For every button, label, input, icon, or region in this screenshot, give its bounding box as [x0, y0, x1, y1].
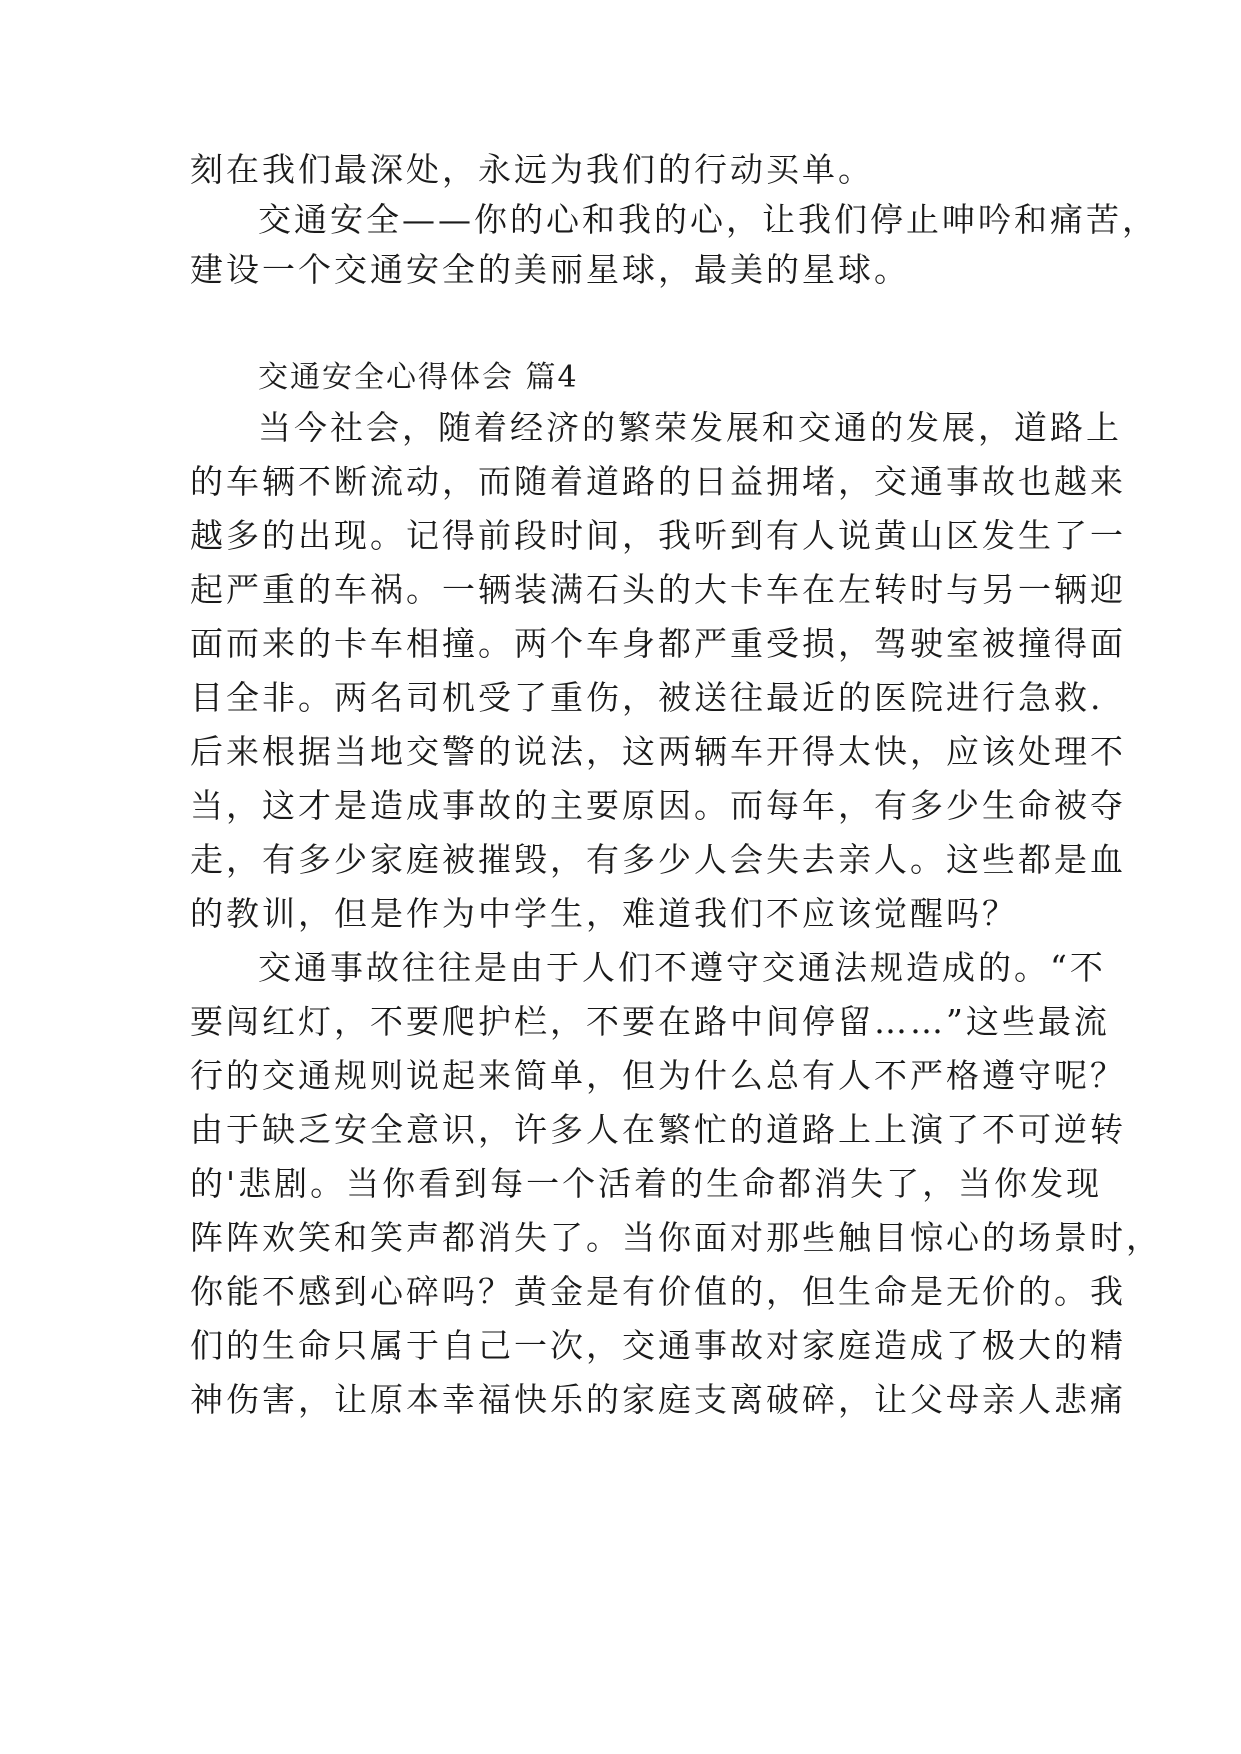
paragraph-line: 由于缺乏安全意识，许多人在繁忙的道路上上演了不可逆转 [190, 1110, 1126, 1149]
section-heading: 交通安全心得体会 篇4 [258, 360, 579, 395]
paragraph-line: 建设一个交通安全的美丽星球，最美的星球。 [190, 250, 910, 289]
paragraph-line: 你能不感到心碎吗？黄金是有价值的，但生命是无价的。我 [190, 1272, 1126, 1311]
paragraph-line: 的车辆不断流动，而随着道路的日益拥堵，交通事故也越来 [190, 462, 1126, 501]
paragraph-line: 后来根据当地交警的说法，这两辆车开得太快，应该处理不 [190, 732, 1126, 771]
paragraph-line: 的教训，但是作为中学生，难道我们不应该觉醒吗？ [190, 894, 1018, 933]
paragraph-line: 刻在我们最深处，永远为我们的行动买单。 [190, 150, 874, 189]
paragraph-line: 目全非。两名司机受了重伤，被送往最近的医院进行急救. [190, 678, 1104, 717]
paragraph-line: 越多的出现。记得前段时间，我听到有人说黄山区发生了一 [190, 516, 1126, 555]
paragraph-line: 起严重的车祸。一辆装满石头的大卡车在左转时与另一辆迎 [190, 570, 1126, 609]
paragraph-line: 神伤害，让原本幸福快乐的家庭支离破碎，让父母亲人悲痛 [190, 1380, 1126, 1419]
paragraph-line: 面而来的卡车相撞。两个车身都严重受损，驾驶室被撞得面 [190, 624, 1126, 663]
paragraph-line: 走，有多少家庭被摧毁，有多少人会失去亲人。这些都是血 [190, 840, 1126, 879]
paragraph-line: 交通事故往往是由于人们不遵守交通法规造成的。“不 [258, 948, 1106, 987]
paragraph-line: 当今社会，随着经济的繁荣发展和交通的发展，道路上 [258, 408, 1122, 447]
paragraph-line: 当，这才是造成事故的主要原因。而每年，有多少生命被夺 [190, 786, 1126, 825]
paragraph-line: 交通安全——你的心和我的心，让我们停止呻吟和痛苦， [258, 200, 1158, 239]
paragraph-line: 们的生命只属于自己一次，交通事故对家庭造成了极大的精 [190, 1326, 1126, 1365]
paragraph-line: 的'悲剧。当你看到每一个活着的生命都消失了，当你发现 [190, 1164, 1103, 1203]
paragraph-line: 阵阵欢笑和笑声都消失了。当你面对那些触目惊心的场景时， [190, 1218, 1162, 1257]
paragraph-line: 行的交通规则说起来简单，但为什么总有人不严格遵守呢？ [190, 1056, 1126, 1095]
paragraph-line: 要闯红灯，不要爬护栏，不要在路中间停留……”这些最流 [190, 1002, 1110, 1041]
